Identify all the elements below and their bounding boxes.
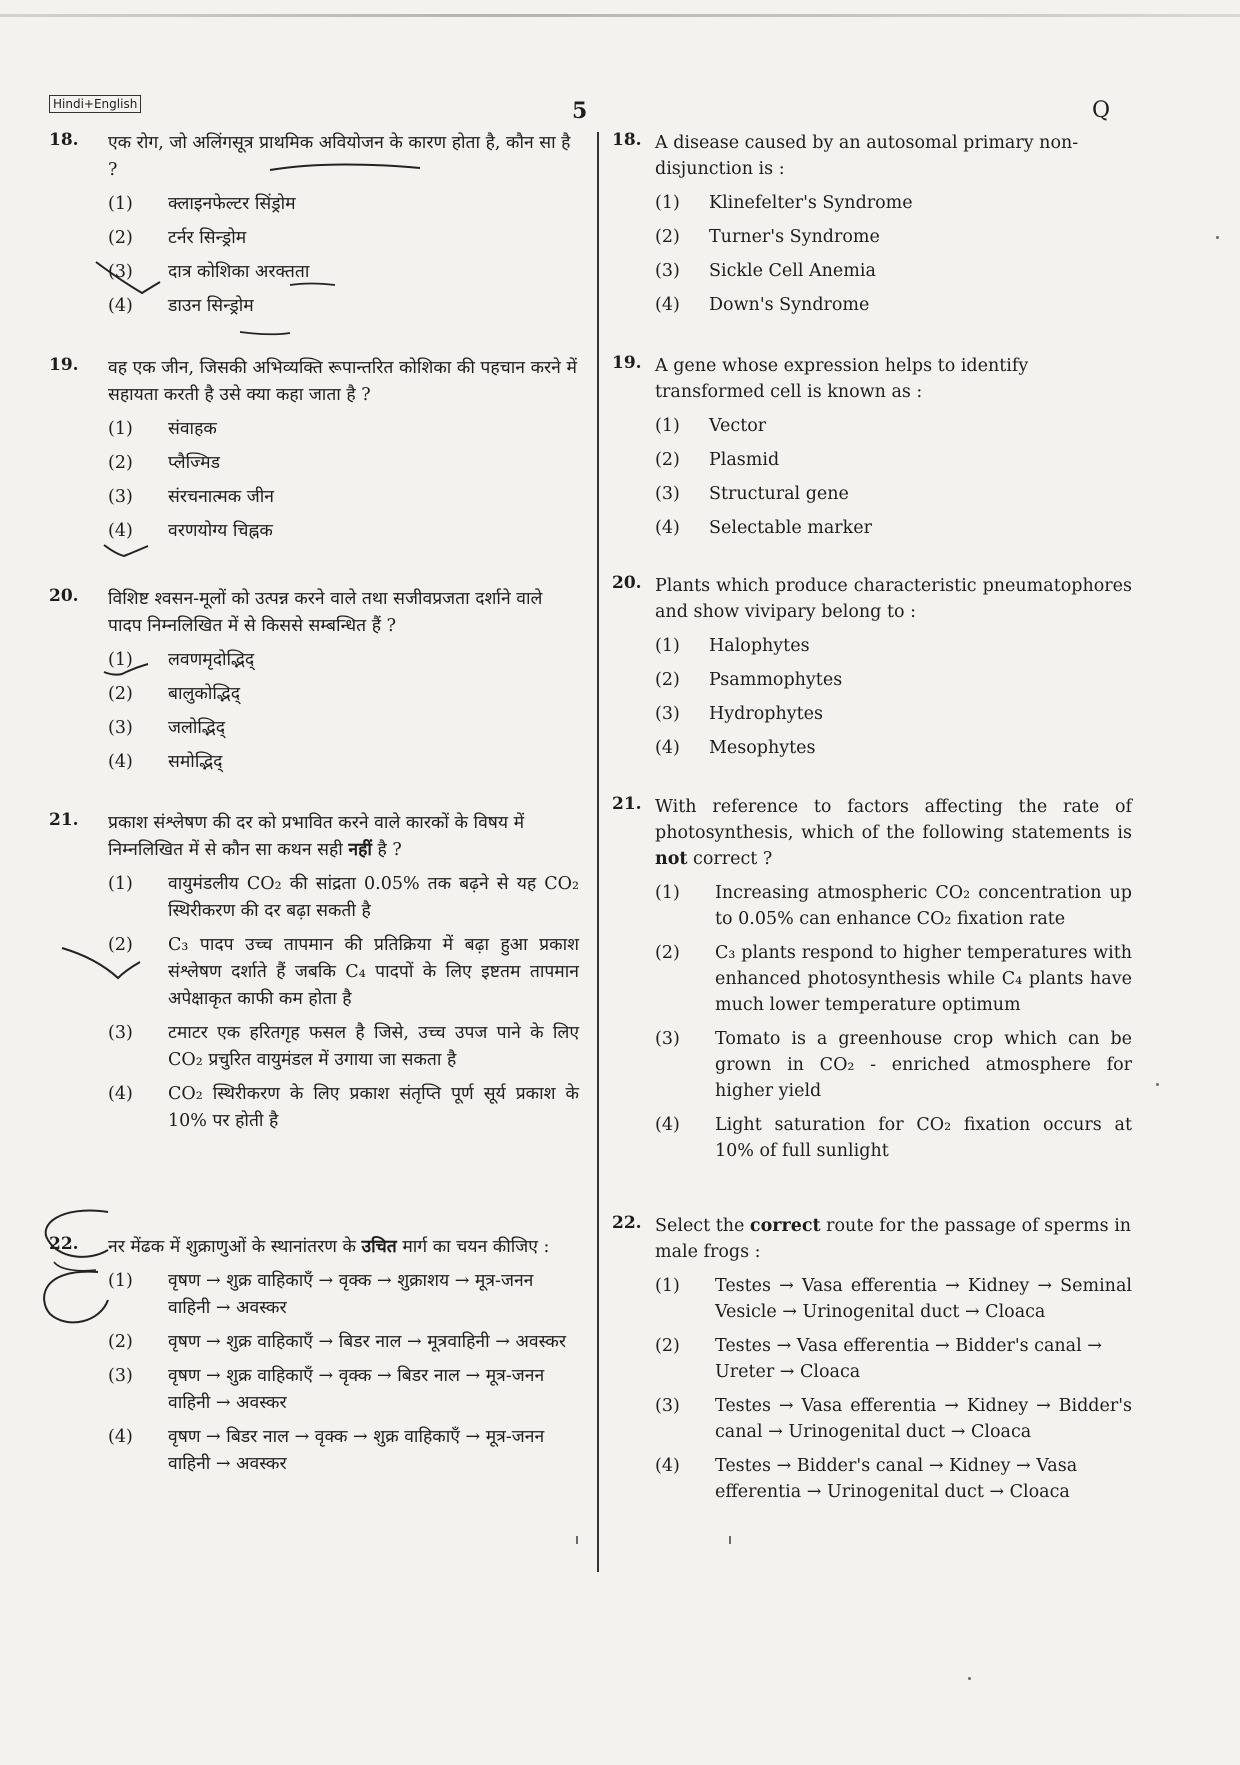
option-4 (655, 515, 1132, 541)
option-1 (655, 190, 1132, 216)
question-19-hindi (49, 355, 579, 545)
option-2 (655, 667, 1132, 693)
option-number: (2) (108, 228, 133, 248)
option-3 (108, 1363, 579, 1417)
option-1 (655, 633, 1132, 659)
option-number: (4) (655, 295, 680, 315)
option-number: (4) (655, 1456, 680, 1476)
option-number: (1) (108, 1271, 133, 1291)
question-text: Plants which produce characteristic pneumatophores and show vivipary belong to : (655, 576, 1132, 622)
option-number: (4) (108, 1427, 133, 1447)
option-text: संरचनात्मक जीन (168, 487, 274, 507)
option-text: समोद्भिद् (168, 752, 223, 772)
option-text: प्लैज्मिड (168, 453, 220, 473)
question-text (108, 810, 579, 864)
option-text: Hydrophytes (709, 704, 823, 724)
question-text: वह एक जीन, जिसकी अभिव्यक्ति रूपान्तरित कोशिका की पहचान करने में सहायता करती है उसे क्या कहा जाता है ? (108, 358, 577, 405)
question-number: 22. (612, 1213, 642, 1233)
question-20-english (612, 573, 1132, 761)
option-text: क्लाइनफेल्टर सिंड्रोम (168, 194, 296, 214)
option-3 (655, 1026, 1132, 1104)
option-text: C₃ plants respond to higher temperatures with enhanced photosynthesis while C₄ plants have much lower temperature optimum (715, 943, 1132, 1015)
option-text: टर्नर सिन्ड्रोम (168, 228, 247, 248)
option-text: टमाटर एक हरितगृह फसल है जिसे, उच्च उपज पाने के लिए CO₂ प्रचुरित वायुमंडल में उगाया जा सकता है (168, 1023, 579, 1070)
option-number: (1) (108, 874, 133, 894)
scan-speck (1156, 1083, 1159, 1086)
option-number: (4) (108, 1084, 133, 1104)
option-3 (108, 259, 579, 286)
option-4 (108, 1424, 579, 1478)
option-number: (3) (655, 704, 680, 724)
question-emphasis: उचित (361, 1237, 397, 1257)
option-number: (3) (655, 484, 680, 504)
option-text: संवाहक (168, 419, 217, 439)
question-text-part: Select the (655, 1216, 750, 1236)
option-text: Klinefelter's Syndrome (709, 193, 913, 213)
option-text: वरणयोग्य चिह्नक (168, 521, 273, 541)
option-number: (3) (655, 1029, 680, 1049)
option-number: (3) (108, 1023, 133, 1043)
option-number: (2) (655, 1336, 680, 1356)
scan-speck (729, 1536, 731, 1544)
option-text: डाउन सिन्ड्रोम (168, 296, 254, 316)
option-text: Psammophytes (709, 670, 843, 690)
question-20-hindi (49, 586, 579, 776)
question-number: 19. (612, 353, 642, 373)
option-4 (655, 1112, 1132, 1164)
option-text: Vector (709, 416, 767, 436)
option-text: Tomato is a greenhouse crop which can be grown in CO₂ - enriched atmosphere for higher yield (715, 1029, 1132, 1101)
question-text-part: With reference to factors affecting the rate of photosynthesis, which of the following statements is (655, 797, 1132, 843)
option-number: (2) (655, 670, 680, 690)
option-4 (108, 1081, 579, 1135)
option-3 (655, 258, 1132, 284)
option-number: (2) (655, 943, 680, 963)
option-2 (108, 225, 579, 252)
question-21-hindi (49, 810, 579, 1135)
question-text-part: route for the passage of sperms in male frogs : (655, 1216, 1132, 1262)
option-1 (108, 647, 579, 674)
option-text: वृषण → शुक्र वाहिकाएँ → वृक्क → बिडर नाल → मूत्र-जनन वाहिनी → अवस्कर (168, 1366, 545, 1413)
scan-speck (1216, 236, 1219, 239)
question-text: एक रोग, जो अलिंगसूत्र प्राथमिक अवियोजन के कारण होता है, कौन सा है ? (108, 133, 571, 180)
option-4 (108, 749, 579, 776)
option-text: लवणमृदोद्भिद् (168, 650, 255, 670)
option-number: (1) (108, 650, 133, 670)
option-3 (655, 701, 1132, 727)
option-number: (1) (655, 1276, 680, 1296)
question-number: 18. (612, 130, 642, 150)
page-number: 5 (572, 98, 588, 124)
question-19-english (612, 353, 1132, 541)
question-22-english (612, 1213, 1132, 1505)
question-21-english (612, 794, 1132, 1164)
option-number: (2) (108, 684, 133, 704)
option-text: Testes → Vasa efferentia → Kidney → Seminal Vesicle → Urinogenital duct → Cloaca (715, 1276, 1132, 1322)
option-number: (2) (655, 227, 680, 247)
option-text: Plasmid (709, 450, 780, 470)
scan-top-edge (0, 14, 1240, 17)
option-number: (4) (108, 752, 133, 772)
option-text: CO₂ स्थिरीकरण के लिए प्रकाश संतृप्ति पूर्ण सूर्य प्रकाश के 10% पर होती है (168, 1084, 579, 1131)
option-text: वृषण → बिडर नाल → वृक्क → शुक्र वाहिकाएँ → मूत्र-जनन वाहिनी → अवस्कर (168, 1427, 545, 1474)
question-text-part: मार्ग का चयन कीजिए : (396, 1237, 550, 1257)
question-emphasis: not (655, 849, 688, 869)
question-number: 21. (612, 794, 642, 814)
option-1 (108, 191, 579, 218)
option-1 (108, 416, 579, 443)
option-text: Down's Syndrome (709, 295, 870, 315)
scan-speck (576, 1536, 578, 1544)
option-number: (4) (655, 1115, 680, 1135)
option-text: वृषण → शुक्र वाहिकाएँ → वृक्क → शुक्राशय → मूत्र-जनन वाहिनी → अवस्कर (168, 1271, 534, 1318)
answer-tick-mark (104, 545, 148, 556)
option-text: Light saturation for CO₂ fixation occurs at 10% of full sunlight (715, 1115, 1132, 1161)
option-number: (2) (108, 935, 133, 955)
option-number: (1) (655, 416, 680, 436)
option-number: (1) (655, 636, 680, 656)
question-number: 18. (49, 130, 79, 150)
option-number: (4) (655, 518, 680, 538)
option-1 (108, 1268, 579, 1322)
option-number: (1) (655, 193, 680, 213)
option-number: (3) (655, 1396, 680, 1416)
option-number: (4) (655, 738, 680, 758)
option-number: (3) (108, 718, 133, 738)
underline-mark (240, 332, 290, 334)
question-text (655, 1213, 1132, 1265)
question-text (655, 794, 1132, 872)
question-number: 20. (49, 586, 79, 606)
question-text (108, 1234, 579, 1261)
option-1 (108, 871, 579, 925)
option-number: (1) (108, 194, 133, 214)
option-2 (655, 1333, 1132, 1385)
option-text: Selectable marker (709, 518, 873, 538)
option-number: (1) (108, 419, 133, 439)
option-text: Testes → Vasa efferentia → Bidder's canal → Ureter → Cloaca (715, 1336, 1102, 1382)
option-text: जलोद्भिद् (168, 718, 226, 738)
scan-speck (968, 1677, 971, 1680)
option-number: (4) (108, 296, 133, 316)
option-number: (4) (108, 521, 133, 541)
option-2 (108, 681, 579, 708)
option-text: Turner's Syndrome (709, 227, 880, 247)
option-number: (3) (108, 262, 133, 282)
option-1 (655, 413, 1132, 439)
option-2 (655, 224, 1132, 250)
option-2 (108, 1329, 579, 1356)
option-text: Testes → Vasa efferentia → Kidney → Bidder's canal → Urinogenital duct → Cloaca (715, 1396, 1132, 1442)
option-4 (655, 292, 1132, 318)
question-number: 20. (612, 573, 642, 593)
option-text: Structural gene (709, 484, 849, 504)
option-number: (2) (108, 1332, 133, 1352)
option-text: Halophytes (709, 636, 810, 656)
option-text: C₃ पादप उच्च तापमान की प्रतिक्रिया में बढ़ा हुआ प्रकाश संश्लेषण दर्शाते हैं जबकि C₄ पादपों के लिए इष्टतम तापमान अपेक्षाकृत काफी कम होता है (168, 935, 579, 1009)
question-text: विशिष्ट श्वसन-मूलों को उत्पन्न करने वाले तथा सजीवप्रजता दर्शाने वाले पादप निम्नलिखित में से किससे सम्बन्धित हैं ? (108, 589, 543, 636)
option-number: (3) (108, 487, 133, 507)
question-number: 21. (49, 810, 79, 830)
question-22-hindi (49, 1234, 579, 1478)
option-number: (1) (655, 883, 680, 903)
option-text: Testes → Bidder's canal → Kidney → Vasa efferentia → Urinogenital duct → Cloaca (715, 1456, 1078, 1502)
question-emphasis: correct (749, 1216, 821, 1236)
option-2 (655, 447, 1132, 473)
option-3 (108, 715, 579, 742)
option-4 (655, 1453, 1132, 1505)
question-text-part: नर मेंढक में शुक्राणुओं के स्थानांतरण के (108, 1237, 362, 1257)
question-text: A gene whose expression helps to identify transformed cell is known as : (655, 356, 1029, 402)
option-number: (3) (655, 261, 680, 281)
option-3 (108, 484, 579, 511)
column-divider (597, 132, 599, 1572)
option-text: Increasing atmospheric CO₂ concentration up to 0.05% can enhance CO₂ fixation rate (715, 883, 1132, 929)
question-18-english (612, 130, 1132, 318)
option-1 (655, 880, 1132, 932)
option-3 (108, 1020, 579, 1074)
option-text: वायुमंडलीय CO₂ की सांद्रता 0.05% तक बढ़ने से यह CO₂ स्थिरीकरण की दर बढ़ा सकती है (168, 874, 579, 921)
option-number: (3) (108, 1366, 133, 1386)
option-text: Mesophytes (709, 738, 816, 758)
option-4 (655, 735, 1132, 761)
question-text-part: correct ? (687, 849, 773, 869)
question-18-hindi (49, 130, 579, 320)
option-text: Sickle Cell Anemia (709, 261, 876, 281)
option-2 (655, 940, 1132, 1018)
question-text-part: प्रकाश संश्लेषण की दर को प्रभावित करने वाले कारकों के विषय में निम्नलिखित में से कौन सा कथन सही (108, 813, 525, 860)
option-text: दात्र कोशिका अरक्तता (168, 262, 310, 282)
option-1 (655, 1273, 1132, 1325)
option-text: वृषण → शुक्र वाहिकाएँ → बिडर नाल → मूत्रवाहिनी → अवस्कर (168, 1332, 566, 1352)
option-number: (2) (655, 450, 680, 470)
set-code: Q (1092, 98, 1111, 123)
option-4 (108, 518, 579, 545)
option-3 (655, 1393, 1132, 1445)
question-number: 19. (49, 355, 79, 375)
question-text-part: है ? (371, 840, 402, 860)
option-2 (108, 450, 579, 477)
language-tag: Hindi+English (49, 95, 141, 113)
option-2 (108, 932, 579, 1013)
option-3 (655, 481, 1132, 507)
option-4 (108, 293, 579, 320)
option-text: बालुकोद्भिद् (168, 684, 240, 704)
question-text: A disease caused by an autosomal primary non-disjunction is : (655, 133, 1079, 179)
question-emphasis: नहीं (348, 840, 372, 860)
option-number: (2) (108, 453, 133, 473)
question-number: 22. (49, 1234, 79, 1254)
